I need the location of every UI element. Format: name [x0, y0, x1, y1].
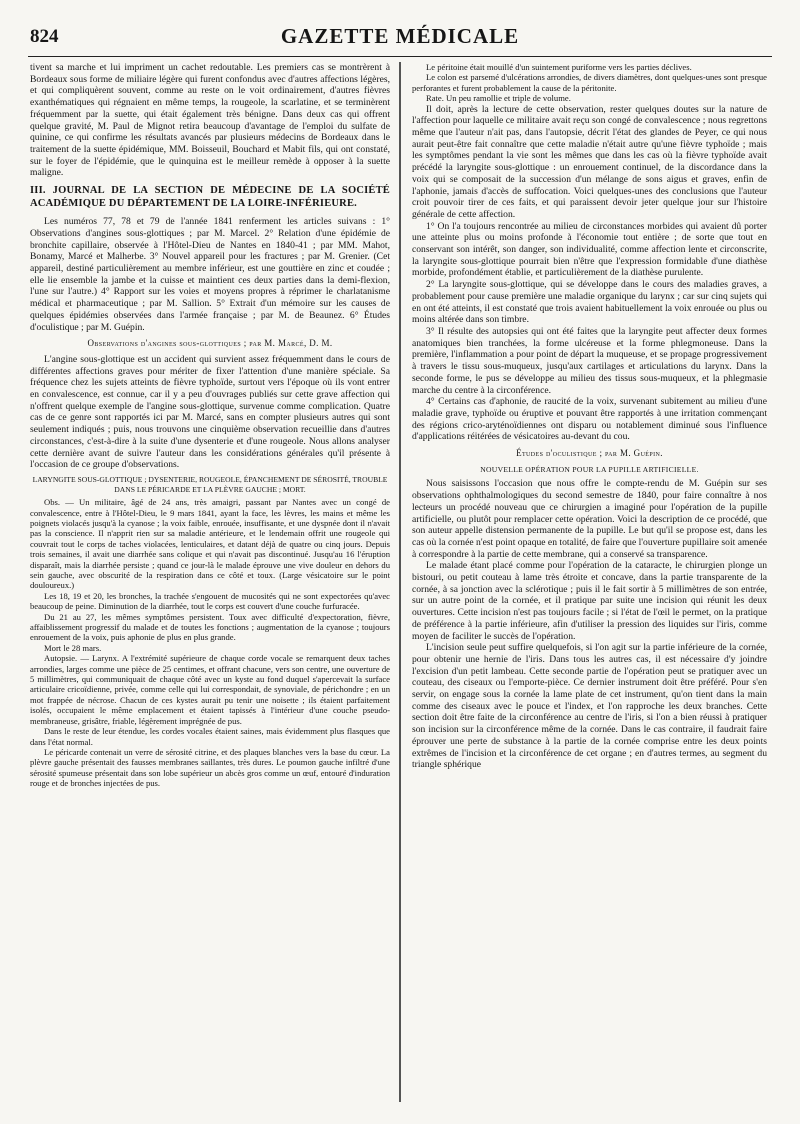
paragraph: 2° La laryngite sous-glottique, qui se développe dans le cours des maladies graves, a probablement pour cause première une maladie organique du larynx ; car sur cinq sujets qui en ont été atteints, il est constaté que trois avaient habituellement la voix enrouée ou plus ou moins altérée dans son timbre.: [412, 279, 767, 326]
article-subheading-secondary: NOUVELLE OPÉRATION POUR LA PUPILLE ARTIFICIELLE.: [480, 464, 699, 474]
paragraph: Rate. Un peu ramollie et triple de volume.: [426, 93, 571, 104]
paragraph: Le péricarde contenait un verre de sérosité citrine, et des plaques blanches vers la base du cœur. La plèvre gauche présentait des fausses membranes saillantes, très dures. Le poumon gauche infiltré d'une sérosité spumeuse présentait dans son lobe supérieur un abcès gros comme un œuf, entouré d'induration rouge et de bronches injectées de pus.: [30, 746, 390, 789]
article-subheading: Études d'oculistique ; par M. Guépin.: [516, 448, 663, 459]
paragraph: Les 18, 19 et 20, les bronches, la trachée s'engouent de mucosités qui ne sont expectorées qu'avec beaucoup de peine. Diminution de la diarrhée, tout le corps est couvert d'une couche furfuracée.: [30, 590, 390, 612]
paragraph: L'incision seule peut suffire quelquefois, si l'on agit sur la partie inférieure de la cornée, pour obtenir une hernie de l'iris. Dans tous les autres cas, il est nécessaire d'y joindre l'excision d'un petit lambeau. Cette seconde partie de l'opération peut se pratiquer avec un couteau, des ciseaux ou l'emporte-pièce. Ce dernier instrument doit être préféré. Pour s'en servir, on engage sous la cornée la lame plate de cet instrument, qu'on tient dans la main comme des ciseaux avec le pouce et l'index, et l'on rapproche les deux branches. Cette section doit être faite de la circonférence au centre de l'iris, si l'on a bien réussi à pratiquer son incision sur la circonférence même de la cornée. Dans le cas contraire, il faudrait faire éprouver une perte de substance à la partie de la cornée comprise entre les deux points extrêmes de l'incision et la circonférence de cet organe ; en d'autres termes, au segment du triangle sphérique: [412, 642, 767, 771]
paragraph: Du 21 au 27, les mêmes symptômes persistent. Toux avec difficulté d'expectoration, fièvre, affaiblissement progressif du malade et de toutes les fonctions ; augmentation de la cyanose ; toujours enrouement de la voix, puis aphonie de plus en plus grande.: [30, 611, 390, 643]
page-number: 824: [30, 26, 59, 47]
paragraph: Il doit, après la lecture de cette observation, rester quelques doutes sur la nature de l'affection pour laquelle ce militaire avait reçu son congé de convalescence ; nous regrettons même que l'auteur n'ait pas, dans l'autopsie, décrit l'état des glandes de Peyer, ce qui nous aurait peut-être fait connaître que cette maladie n'était autre qu'une fièvre typhoïde ; mais les symptômes pendant la vie sont les mêmes que dans les cas où la fièvre typhoïde avait précédé la laryngite sous-glottique : un enrouement continuel, de la discordance dans la voix qui se composait de la succession d'un mélange de sons aigus et graves, enfin de l'aphonie, jamais d'accès de suffocation. Voici quelques-unes des conclusions que l'auteur croit pouvoir tirer de ces faits, et qui paraissent devoir jeter quelque jour sur l'histoire générale de cette affection.: [412, 103, 767, 220]
column-rule: [399, 62, 401, 1102]
paragraph: Le colon est parsemé d'ulcérations arrondies, de divers diamètres, dont quelques-unes sont presque perforantes et furent probablement la cause de la péritonite.: [412, 72, 767, 93]
section-title: III. JOURNAL DE LA SECTION DE MÉDECINE DE LA SOCIÉTÉ ACADÉMIQUE DU DÉPARTEMENT DE LA LOIRE-INFÉRIEURE.: [30, 185, 390, 209]
paragraph: L'angine sous-glottique est un accident qui survient assez fréquemment dans le cours de différentes affections graves pour mériter de fixer l'attention d'une manière spéciale. Sa fréquence chez les sujets atteints de fièvre typhoïde, surtout vers l'époque où ils vont entrer en convalescence, est connue, car il y a peu d'ouvrages publiés sur cette grave affection qui n'offrent quelque exemple de l'angine sous-glottique, survenue comme complication. Quatre cas de ce genre sont rapportés ici par M. Marcé, sans en compter plusieurs autres qui sont seulement indiqués ; puis, nous trouvons une cinquième observation recueillie dans d'autres circonstances, c'est-à-dire à la suite d'une dysenterie et d'une rougeole. Nous allons analyser cette dernière avant de suivre l'auteur dans les considérations générales qu'il présente à l'occasion de ce groupe d'observations.: [30, 353, 390, 471]
paragraph: Obs. — Un militaire, âgé de 24 ans, très amaigri, passant par Nantes avec un congé de convalescence, entre à l'Hôtel-Dieu, le 9 mars 1841, ayant la face, les lèvres, les mains et même les poignets violacés jusqu'à la cyanose ; la voix faible, enrouée, insuffisante, et une dyspnée dont il n'avait pas la conscience. Il n'apprit rien sur sa maladie antérieure, et le lendemain offrit une rougeole qui couvrait tout le corps de taches violacées, lenticulaires, et datant déjà de quatre ou cinq jours. Depuis trois semaines, il avait une diarrhée sans colique et qui n'avait pas discontinué. Jusqu'au 16 l'éruption disparaît, mais la diarrhée persiste ; quand ce jour-là le malade éprouve une vive douleur en dehors du sein gauche, avec obscurité de la respiration dans ce côté et toux. (Large vésicatoire sur le point douloureux.): [30, 497, 390, 591]
left-column: [30, 62, 390, 1102]
masthead: [28, 20, 772, 57]
paragraph: tivent sa marche et lui impriment un cachet redoutable. Les premiers cas se montrèrent à Bordeaux sous forme de miliaire légère qui furent confondus avec d'autres affections légères, et qui compliquèrent souvent, comme au reste on le voit ordinairement, d'autres fièvres exanthématiques qui régnaient en même temps, la rougeole, la scarlatine, et se terminèrent fréquemment par la suette, qui était également très bénigne. Dans deux cas qui offrent quelque gravité, M. Paul de Mignot retira beaucoup d'avantage de l'emploi du sulfate de quinine, ce qui confirme les résultats avancés par plusieurs médecins de Bordeaux dans le traitement de la suette épidémique, MM. Boisseuil, Bouchard et Mabit fils, qui ont constaté, sur le foyer de l'épidémie, que le quinquina est le meilleur remède à opposer à la suette maligne.: [30, 62, 390, 179]
paragraph: 1° On l'a toujours rencontrée au milieu de circonstances morbides qui avaient dû porter une atteinte plus ou moins profonde à l'économie tout entière ; de sorte que tout en conservant son intérêt, son danger, son individualité, comme affection lente et circonscrite, la laryngite sous-glottique pourrait bien n'être que l'expression formidable d'une diathèse morbide, profondément établie, et particulièrement de la diathèse purulente.: [412, 220, 767, 279]
paragraph: 4° Certains cas d'aphonie, de raucité de la voix, survenant subitement au milieu d'une maladie grave, typhoïde ou éruptive et pouvant être rapportés à une irritation commençant des régions crico-aryténoïdiennes ont disparu ou notablement diminué sous l'influence d'applications réitérées de vésicatoires au-devant du cou.: [412, 396, 767, 443]
paragraph: Les numéros 77, 78 et 79 de l'année 1841 renferment les articles suivans : 1° Observations d'angines sous-glottiques ; par M. Marcel. 2° Relation d'une épidémie de bronchite capillaire, observée à l'Hôtel-Dieu de Nantes en 1840-41 ; par MM. Mahot, Bonamy, Marcé et Malherbe. 3° Nouvel appareil pour les fractures ; par M. Grenier. (Cet appareil, destiné particulièrement au membre inférieur, est une gouttière en zinc et coudée ; elle lie ensemble la jambe et la cuisse et maintient ces deux parties dans la demi-flexion, l'une sur l'autre.) 4° Rapport sur les voies et moyens propres à réprimer le charlatanisme médical et pharmaceutique ; par M. Sallion. 5° Extrait d'un mémoire sur les causes de quelques épidémies observées dans l'armée française ; par M. de Beaunez. 6° Études d'oculistique ; par M. Guépin.: [30, 216, 390, 333]
journal-title: GAZETTE MÉDICALE: [280, 24, 520, 48]
paragraph: Autopsie. — Larynx. A l'extrémité supérieure de chaque corde vocale se remarquent deux taches arrondies, larges comme une pièce de 25 centimes, et offrant chacune, vers son centre, une ouverture de 5 millimètres, qui communiquait de chaque côté avec un kyste au fond duquel s'apercevait la surface articulaire cricoïdienne, privée, comme celle qui lui correspondait, de synoviale, de périchondre ; en un mot frappée de nécrose. Chacun de ces kystes aurait pu tenir une noisette ; ils étaient parfaitement isolés, occupaient le même emplacement et étaient tapissés à l'intérieur d'une couche pseudo-membraneuse, grisâtre, friable, légèrement imprégnée de pus.: [30, 653, 390, 726]
article-subheading: Observations d'angines sous-glottiques ; par M. Marcé, D. M.: [87, 338, 333, 349]
paragraph: Dans le reste de leur étendue, les cordes vocales étaient saines, mais évidemment plus flasques que dans l'état normal.: [30, 726, 390, 747]
paragraph: Mort le 28 mars.: [44, 642, 102, 653]
paragraph: Nous saisissons l'occasion que nous offre le compte-rendu de M. Guépin sur ses observations ophthalmologiques du second semestre de 1840, pour faire connaître à nos lecteurs un procédé nouveau que ce chirurgien a imaginé pour l'opération de la pupille artificielle, ou plutôt pour remplacer cette opération. Voici la description de ce procédé, que son auteur appelle distension permanente de la pupille. Le but qu'il se propose est, dans les cas où la cornée n'est point opaque en totalité, de faire que l'ouverture pupillaire soit amenée à correspondre à la partie de cette membrane, qui a conservé sa transparence.: [412, 478, 767, 560]
paragraph: Le malade étant placé comme pour l'opération de la cataracte, le chirurgien plonge un bistouri, ou petit couteau à lame très étroite et concave, dans la partie transparente de la cornée, à sa jonction avec la sclérotique ; puis il le fait sortir à 5 millimètres de son entrée, sur un autre point de la cornée, et il pratique par suite une incision qui réunit les deux ouvertures. Cette incision n'est pas toujours facile ; si l'état de l'œil le permet, on la pratique de préférence à la partie inférieure, afin d'utiliser la pression des liquides sur l'iris, comme moyen de faciliter le succès de l'opération.: [412, 560, 767, 642]
paragraph: 3° Il résulte des autopsies qui ont été faites que la laryngite peut affecter deux formes anatomiques bien tranchées, la forme ulcéreuse et la forme phlegmoneuse. Dans la première, l'inflammation a pour point de départ la muqueuse, et se propage progressivement à travers le tissu sous-muqueux, jusqu'aux cartilages et articulations du larynx. Dans la seconde forme, le pus se développe au milieu des tissus sous-muqueux, et la phlegmasie marche du centre à la circonférence.: [412, 325, 767, 396]
right-column: [412, 62, 767, 1102]
observation-heading: LARYNGITE SOUS-GLOTTIQUE ; DYSENTERIE, ROUGEOLE, ÉPANCHEMENT DE SÉROSITÉ, TROUBLE DANS LE PÉRICARDE ET LA PLÈVRE GAUCHE ; MORT.: [32, 474, 388, 494]
paragraph: Le péritoine était mouillé d'un suintement puriforme vers les parties déclives.: [426, 62, 692, 72]
